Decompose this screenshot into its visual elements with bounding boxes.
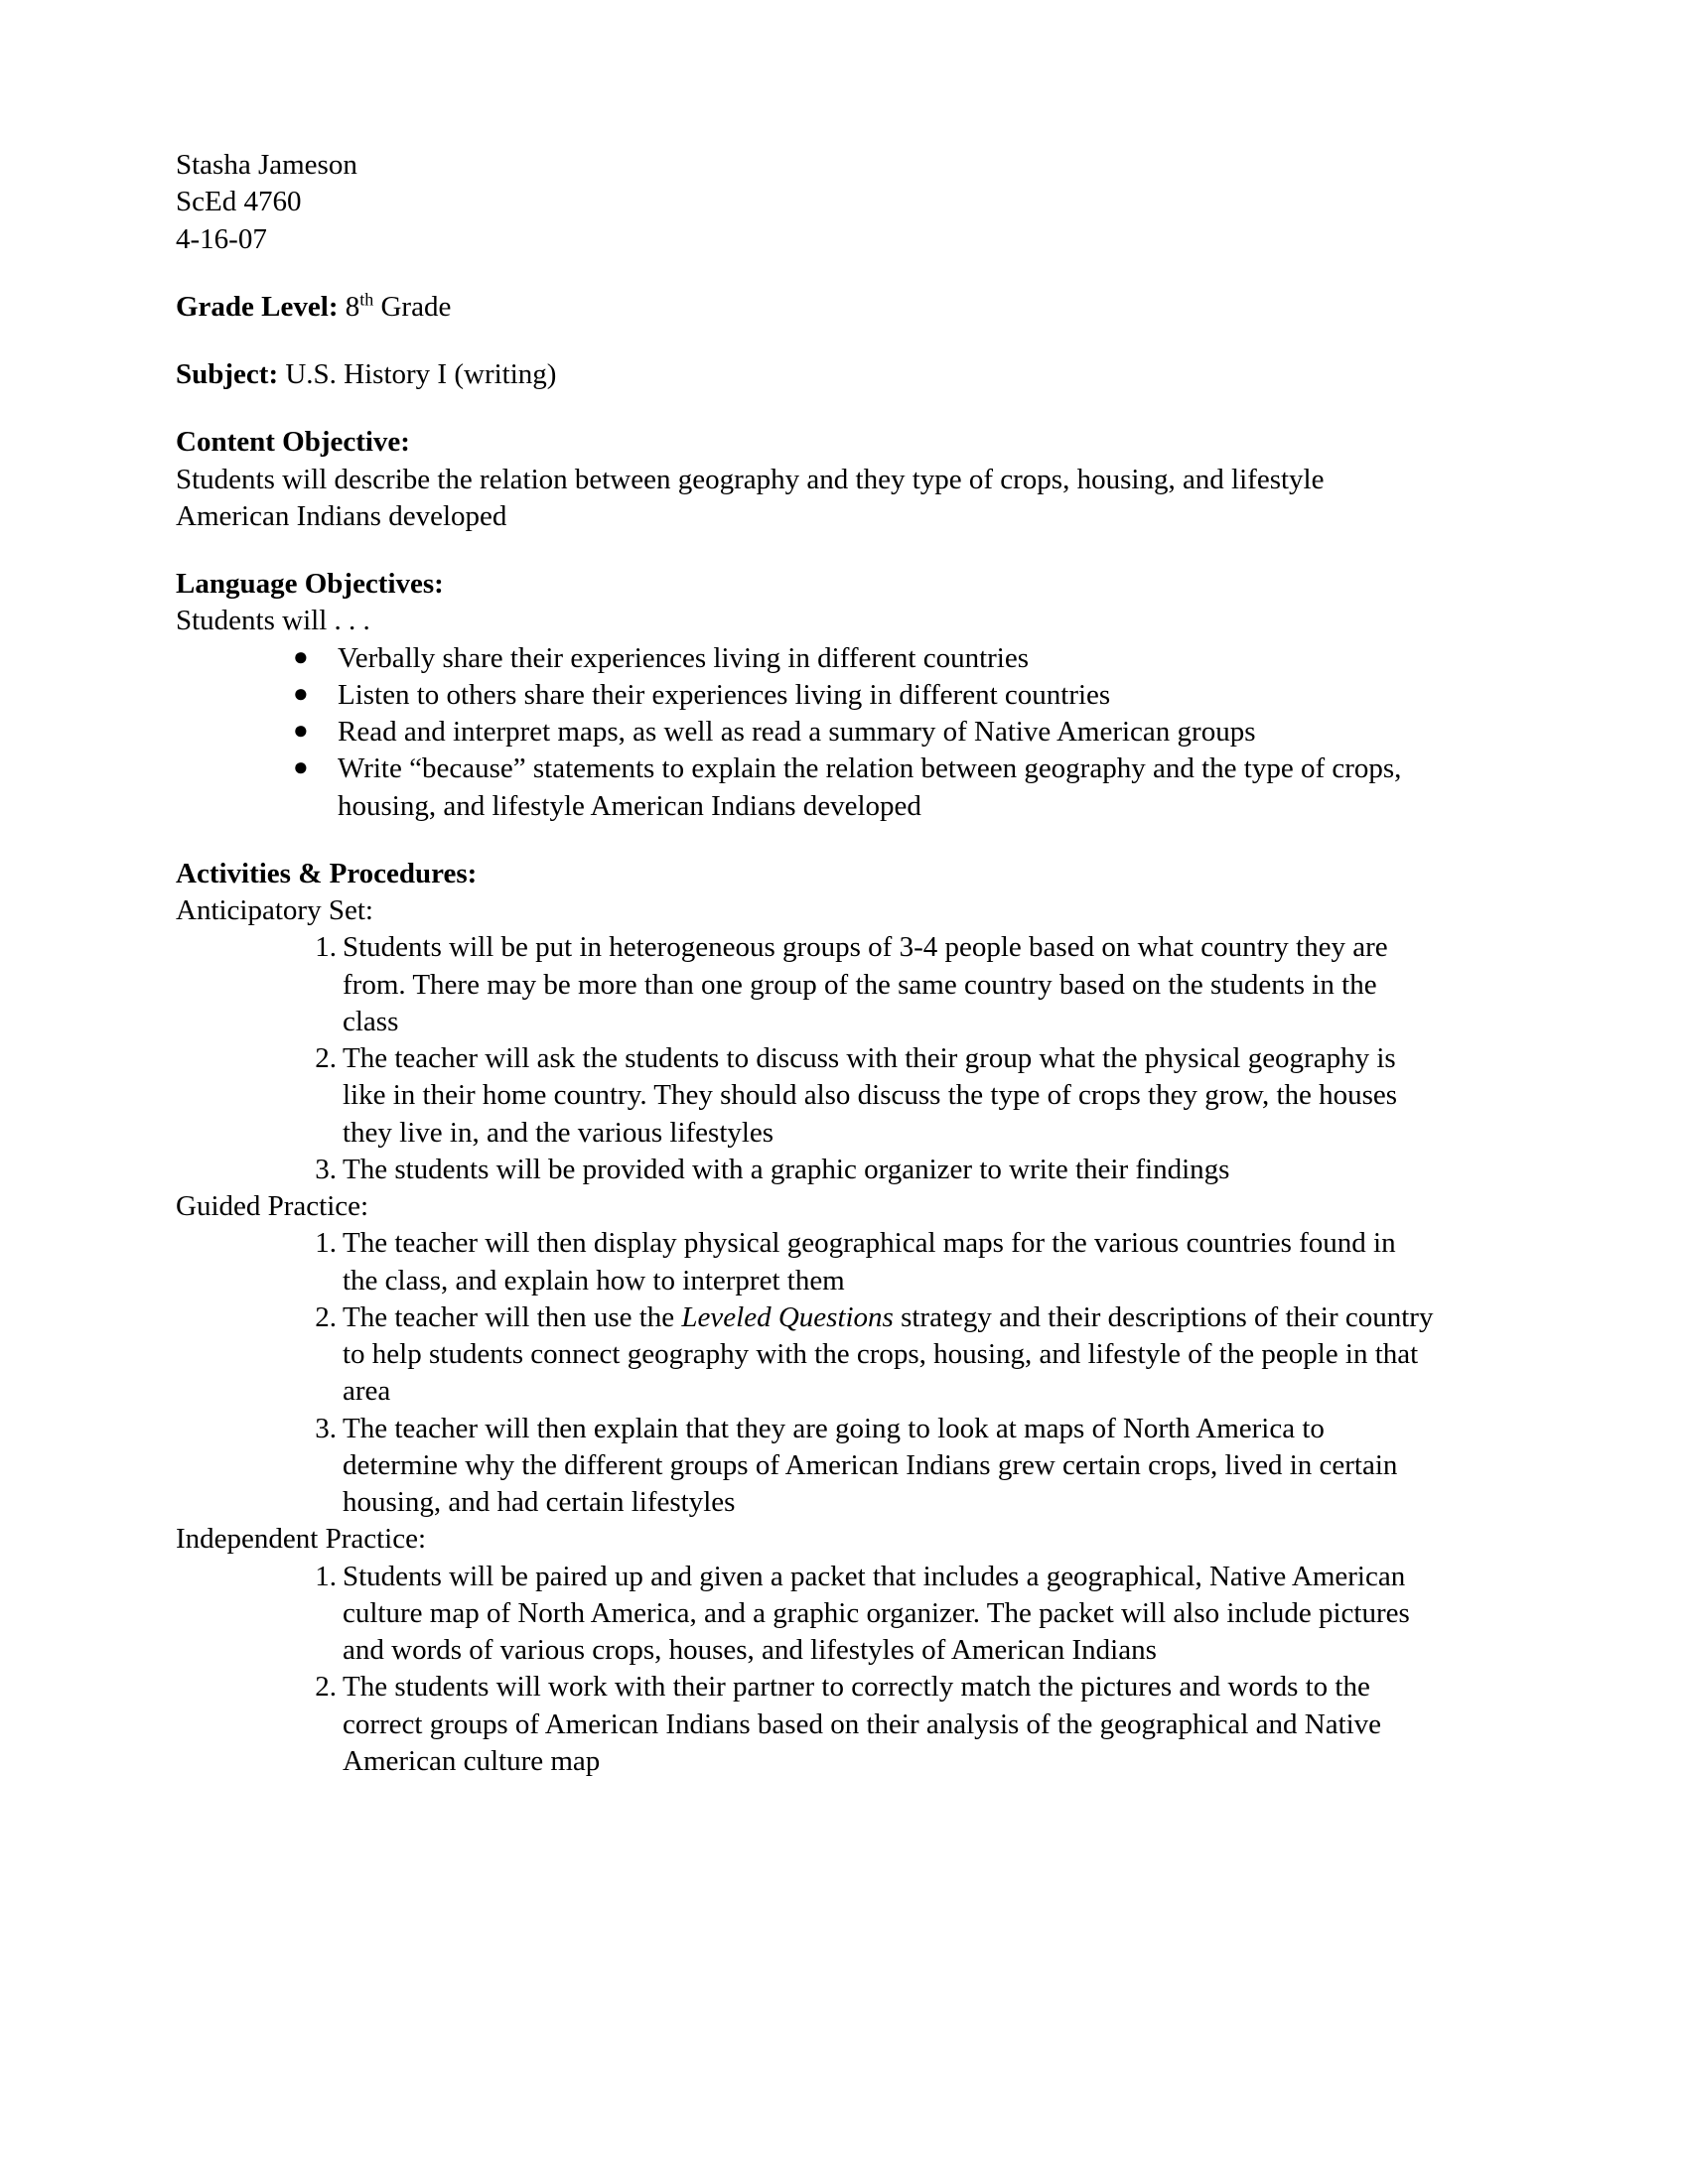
list-item-number: 1. — [315, 1560, 337, 1592]
list-item-number: 2. — [315, 1042, 337, 1074]
document-body — [176, 147, 1437, 1780]
list-item — [176, 677, 1437, 714]
list-item-label: The teacher will then display physical geographical maps for the various countries found in the class, and explain how to interpret them — [343, 1227, 1396, 1297]
language-objectives-list — [176, 640, 1437, 825]
grade-level-value-number: 8 — [345, 290, 360, 323]
course-code: ScEd 4760 — [176, 186, 302, 218]
list-item — [176, 714, 1437, 751]
independent-practice-list — [176, 1559, 1437, 1781]
subject-line — [176, 356, 1437, 393]
list-item — [176, 751, 1437, 825]
grade-level-value-rest: Grade — [373, 290, 452, 323]
content-objective-text: Students will describe the relation between geography and they type of crops, housing, and lifestyle American Indians developed — [176, 463, 1325, 532]
list-item-label: The students will work with their partner to correctly match the pictures and words to the correct groups of American Indians based on their analysis of the geographical and Native American culture map — [343, 1671, 1382, 1777]
list-item — [176, 1152, 1437, 1188]
list-item-label: Students will be put in heterogeneous groups of 3-4 people based on what country they are from. There may be more than one group of the same country based on the students in the class — [343, 931, 1388, 1037]
leveled-questions-strategy-name: Leveled Questions — [681, 1300, 894, 1333]
list-item — [176, 1225, 1437, 1299]
spacer — [176, 825, 1437, 856]
list-item-label: The students will be provided with a graphic organizer to write their findings — [343, 1153, 1230, 1185]
anticipatory-set-list — [176, 929, 1437, 1188]
list-item-number: 2. — [315, 1671, 337, 1704]
grade-level-label: Grade Level: — [176, 290, 339, 323]
author-name: Stasha Jameson — [176, 149, 357, 181]
list-item-label: Read and interpret maps, as well as read a summary of Native American groups — [338, 716, 1256, 748]
assignment-date: 4-16-07 — [176, 222, 267, 255]
list-item-label: Write “because” statements to explain the relation between geography and the type of crops, housing, and lifestyle American Indians developed — [338, 752, 1402, 822]
grade-level-line — [176, 289, 1437, 326]
bullet-icon: ● — [293, 641, 309, 671]
activities-procedures-heading: Activities & Procedures: — [176, 857, 478, 889]
language-objectives-lead-in: Students will . . . — [176, 605, 370, 637]
spacer — [176, 326, 1437, 356]
spacer — [176, 393, 1437, 424]
list-item-label: Listen to others share their experiences living in different countries — [338, 678, 1111, 711]
bullet-icon: ● — [293, 752, 309, 782]
subject-label: Subject: — [176, 358, 279, 390]
list-item-number: 1. — [315, 931, 337, 964]
list-item-label: The teacher will then explain that they are going to look at maps of North America to determine why the different groups of American Indians grew certain crops, lived in certain housing, and had certain lifestyles — [343, 1412, 1398, 1518]
list-item-label-after: strategy and their descriptions of their country to help students connect geography with the crops, housing, and lifestyle of the people in that area — [343, 1300, 1434, 1408]
list-item — [176, 1411, 1437, 1522]
list-item-label-before: The teacher will then use the — [343, 1300, 682, 1333]
spacer — [176, 535, 1437, 566]
spacer — [176, 258, 1437, 289]
list-item — [176, 1669, 1437, 1780]
anticipatory-set-label: Anticipatory Set: — [176, 894, 373, 926]
list-item-number: 2. — [315, 1300, 337, 1333]
list-item-number: 1. — [315, 1227, 337, 1260]
guided-practice-label: Guided Practice: — [176, 1190, 369, 1222]
guided-practice-list — [176, 1225, 1437, 1521]
bullet-icon: ● — [293, 716, 309, 745]
list-item — [176, 1299, 1437, 1411]
list-item-number: 3. — [315, 1412, 337, 1444]
independent-practice-label: Independent Practice: — [176, 1523, 427, 1556]
list-item — [176, 1559, 1437, 1670]
bullet-icon: ● — [293, 678, 309, 708]
list-item-label: Students will be paired up and given a packet that includes a geographical, Native American culture map of North America, and a graphic organizer. The packet will also include pictures and words of various crops, houses, and lifestyles of American Indians — [343, 1560, 1410, 1666]
language-objectives-heading: Language Objectives: — [176, 568, 444, 600]
list-item — [176, 1040, 1437, 1152]
list-item — [176, 640, 1437, 677]
list-item-label: The teacher will ask the students to discuss with their group what the physical geography is like in their home country. They should also discuss the type of crops they grow, the houses they live in, and the various lifestyles — [343, 1042, 1398, 1149]
author-block — [176, 147, 1437, 258]
list-item — [176, 929, 1437, 1040]
grade-level-ordinal-suffix: th — [359, 289, 374, 310]
subject-value: U.S. History I (writing) — [278, 358, 557, 390]
list-item-label: Verbally share their experiences living in different countries — [338, 641, 1030, 674]
list-item-number: 3. — [315, 1153, 337, 1185]
content-objective-heading: Content Objective: — [176, 426, 410, 459]
